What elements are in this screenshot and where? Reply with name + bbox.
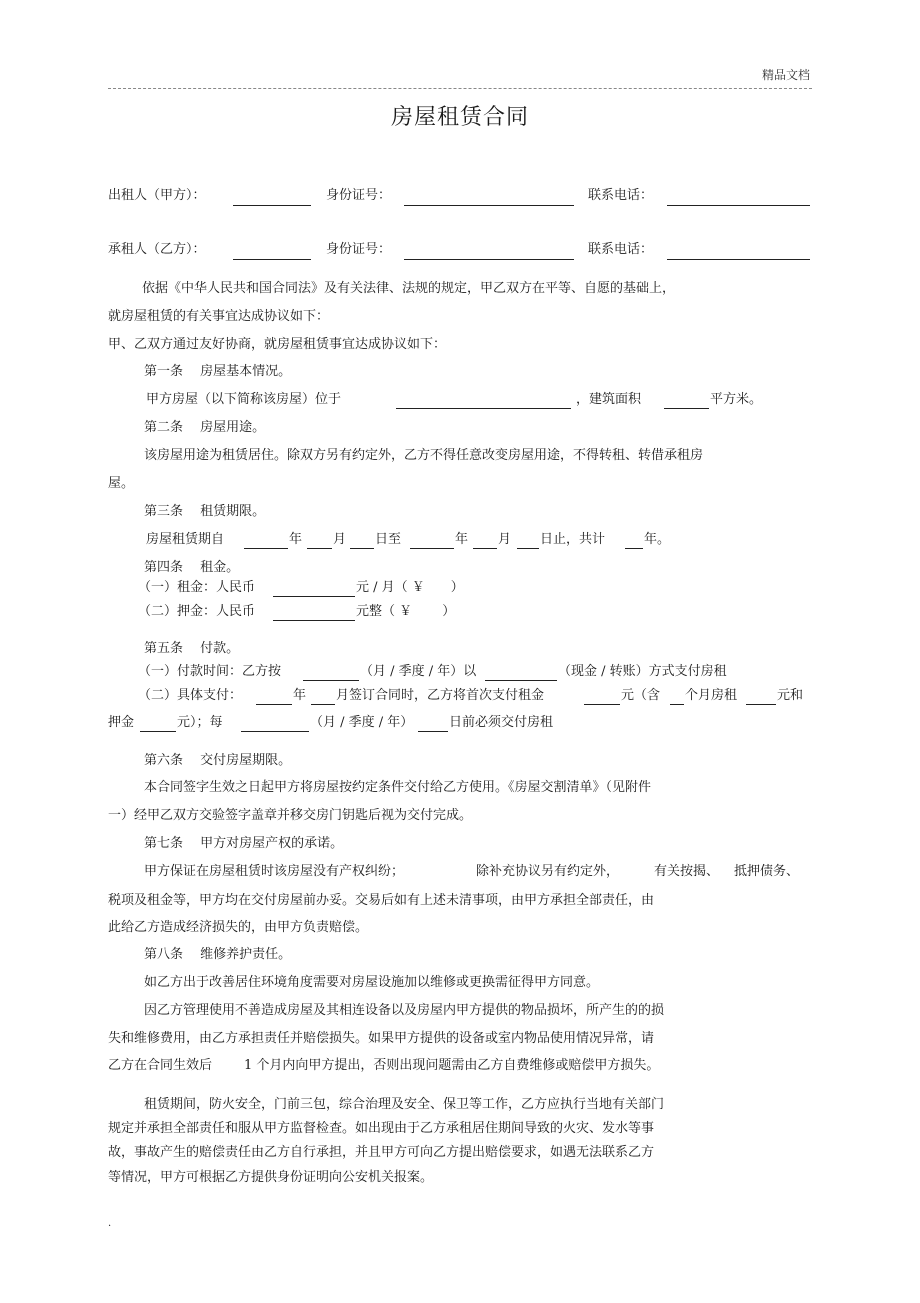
art8-line-1: 如乙方出于改善居住环境角度需要对房屋设施加以维修或更换需征得甲方同意。 bbox=[144, 975, 600, 990]
art5-month-blank[interactable] bbox=[311, 704, 335, 705]
art3-year-2: 年 bbox=[455, 532, 469, 547]
art7-line-3: 此给乙方造成经济损失的，由甲方负责赔偿。 bbox=[108, 920, 369, 935]
art3-month-2: 月 bbox=[498, 532, 512, 547]
art8-line-3: 失和维修费用，由乙方承担责任并赔偿损失。如果甲方提供的设备或室内物品使用情况异常，请 bbox=[108, 1031, 655, 1046]
art8-line-2: 因乙方管理使用不善造成房屋及其相连设备以及房屋内甲方提供的物品损坏，所产生的的损 bbox=[144, 1003, 665, 1018]
art7-line-1a: 甲方保证在房屋租赁时该房屋没有产权纠纷； bbox=[144, 864, 405, 879]
art5-due-text: 日前必须交付房租 bbox=[449, 715, 554, 730]
art5-rent-amount-blank[interactable] bbox=[746, 704, 776, 705]
footer-mark: . bbox=[108, 1218, 112, 1229]
safety-line-1: 租赁期间，防火安全，门前三包，综合治理及安全、保卫等工作，乙方应执行当地有关部门 bbox=[144, 1097, 665, 1112]
art6-line-2: 一）经甲乙双方交验签字盖章并移交房门钥匙后视为交付完成。 bbox=[108, 808, 473, 823]
intro-line-1: 依据《中华人民共和国合同法》及有关法律、法规的规定，甲乙双方在平等、自愿的基础上， bbox=[142, 281, 676, 296]
article-6-heading: 第六条 交付房屋期限。 bbox=[144, 753, 292, 768]
article-3-heading: 第三条 租赁期限。 bbox=[144, 504, 266, 519]
intro-line-3: 甲、乙双方通过友好协商，就房屋租赁事宜达成协议如下： bbox=[108, 337, 447, 352]
safety-line-3: 故，事故产生的赔偿责任由乙方自行承担，并且甲方可向乙方提出赔偿要求，如遇无法联系乙方 bbox=[108, 1145, 655, 1160]
art5-months-blank[interactable] bbox=[670, 704, 684, 705]
art5-each: 元）；每 bbox=[177, 715, 223, 730]
header-label: 精品文档 bbox=[761, 68, 810, 82]
art5-deposit-word: 押金 bbox=[108, 715, 135, 730]
art3-year-1: 年 bbox=[289, 532, 303, 547]
art8-line-4b: 1 个月内向甲方提出，否则出现问题需由乙方自费维修或赔偿甲方损失。 bbox=[244, 1058, 660, 1073]
article-8-heading: 第八条 维修养护责任。 bbox=[144, 947, 292, 962]
intro-line-2: 就房屋租赁的有关事宜达成协议如下： bbox=[108, 309, 330, 324]
art3-total-label: 日止，共计 bbox=[540, 532, 606, 547]
article-2-heading: 第二条 房屋用途。 bbox=[144, 420, 266, 435]
art5-including: 元（含 bbox=[621, 688, 661, 703]
art5-year-blank[interactable] bbox=[256, 704, 292, 705]
art4-deposit-label: （二）押金：人民币 bbox=[138, 604, 256, 619]
art3-start-month-blank[interactable] bbox=[307, 548, 332, 549]
lessee-label: 承租人（乙方）： bbox=[108, 242, 206, 257]
art4-deposit-unit: 元整（ ￥ ） bbox=[356, 604, 456, 619]
art8-line-4a: 乙方在合同生效后 bbox=[108, 1058, 213, 1073]
art1-area-label: ，建筑面积 bbox=[576, 392, 642, 407]
art7-line-2: 税项及租金等，甲方均在交付房屋前办妥。交易后如有上述未清事项，由甲方承担全部责任，由 bbox=[108, 893, 655, 908]
safety-line-2: 规定并承担全部责任和服从甲方监督检查。如出现由于乙方承租居住期间导致的火灾、发水等事 bbox=[108, 1121, 655, 1136]
article-5-heading: 第五条 付款。 bbox=[144, 641, 240, 656]
art5-period-blank[interactable] bbox=[303, 680, 359, 681]
art1-location-label: 甲方房屋（以下简称该房屋）位于 bbox=[146, 392, 342, 407]
lessee-id-blank[interactable] bbox=[404, 259, 574, 260]
art3-end-month-blank[interactable] bbox=[473, 548, 497, 549]
art4-rent-blank[interactable] bbox=[273, 596, 355, 597]
art2-line-2: 屋。 bbox=[108, 476, 135, 491]
art5-period-options: （月 / 季度 / 年）以 bbox=[360, 664, 477, 679]
art5-method-blank[interactable] bbox=[485, 680, 557, 681]
art5-detail-label: （二）具体支付： bbox=[138, 688, 243, 703]
lessee-phone-label: 联系电话： bbox=[588, 242, 654, 257]
art3-end-year-blank[interactable] bbox=[410, 548, 454, 549]
lessor-label: 出租人（甲方）： bbox=[108, 188, 206, 203]
art3-start-label: 房屋租赁期自 bbox=[146, 532, 225, 547]
lessee-phone-blank[interactable] bbox=[667, 259, 810, 260]
art3-month-1: 月 bbox=[333, 532, 347, 547]
art7-line-1d: 抵押债务、 bbox=[734, 864, 800, 879]
art5-months-rent: 个月房租 bbox=[685, 688, 738, 703]
art3-start-year-blank[interactable] bbox=[244, 548, 288, 549]
art3-total-blank[interactable] bbox=[625, 548, 643, 549]
art5-due-day-blank[interactable] bbox=[418, 731, 448, 732]
art5-first-payment-text: 月签订合同时，乙方将首次支付租金 bbox=[336, 688, 545, 703]
art5-each-options: （月 / 季度 / 年） bbox=[310, 715, 414, 730]
art4-deposit-blank[interactable] bbox=[273, 620, 355, 621]
art2-line-1: 该房屋用途为租赁居住。除双方另有约定外，乙方不得任意改变房屋用途，不得转租、转借承租房 bbox=[144, 448, 704, 463]
art5-time-label: （一）付款时间：乙方按 bbox=[138, 664, 282, 679]
art5-first-rent-blank[interactable] bbox=[584, 704, 620, 705]
art3-until: 日至 bbox=[375, 532, 402, 547]
art5-each-period-blank[interactable] bbox=[241, 731, 309, 732]
art5-deposit-amount-blank[interactable] bbox=[140, 731, 176, 732]
lessee-name-blank[interactable] bbox=[233, 259, 311, 260]
safety-line-4: 等情况，甲方可根据乙方提供身份证明向公安机关报案。 bbox=[108, 1170, 434, 1185]
lessor-phone-label: 联系电话： bbox=[588, 188, 654, 203]
contract-title: 房屋租赁合同 bbox=[390, 105, 529, 130]
art4-rent-unit: 元 / 月（ ￥ ） bbox=[356, 580, 464, 595]
header-rule bbox=[108, 88, 812, 89]
art7-line-1c: 有关按揭、 bbox=[654, 864, 720, 879]
art1-unit: 平方米。 bbox=[710, 392, 763, 407]
art3-year-unit: 年。 bbox=[644, 532, 671, 547]
lessor-id-blank[interactable] bbox=[404, 205, 574, 206]
lessor-phone-blank[interactable] bbox=[667, 205, 810, 206]
lessee-id-label: 身份证号： bbox=[326, 242, 392, 257]
lessor-name-blank[interactable] bbox=[233, 205, 311, 206]
art1-location-blank[interactable] bbox=[396, 408, 571, 409]
art5-year-word: 年 bbox=[293, 688, 307, 703]
art7-line-1b: 除补充协议另有约定外， bbox=[476, 864, 620, 879]
page-header bbox=[108, 0, 812, 90]
lessor-id-label: 身份证号： bbox=[326, 188, 392, 203]
art1-area-blank[interactable] bbox=[664, 408, 709, 409]
article-4-heading: 第四条 租金。 bbox=[144, 560, 240, 575]
article-1-heading: 第一条 房屋基本情况。 bbox=[144, 364, 292, 379]
article-7-heading: 第七条 甲方对房屋产权的承诺。 bbox=[144, 836, 344, 851]
art5-method-options: （现金 / 转账）方式支付房租 bbox=[558, 664, 727, 679]
art5-and: 元和 bbox=[777, 688, 804, 703]
art4-rent-label: （一）租金：人民币 bbox=[138, 580, 256, 595]
art3-start-day-blank[interactable] bbox=[350, 548, 374, 549]
art3-end-day-blank[interactable] bbox=[517, 548, 539, 549]
art6-line-1: 本合同签字生效之日起甲方将房屋按约定条件交付给乙方使用。《房屋交割清单》（见附件 bbox=[144, 780, 652, 795]
